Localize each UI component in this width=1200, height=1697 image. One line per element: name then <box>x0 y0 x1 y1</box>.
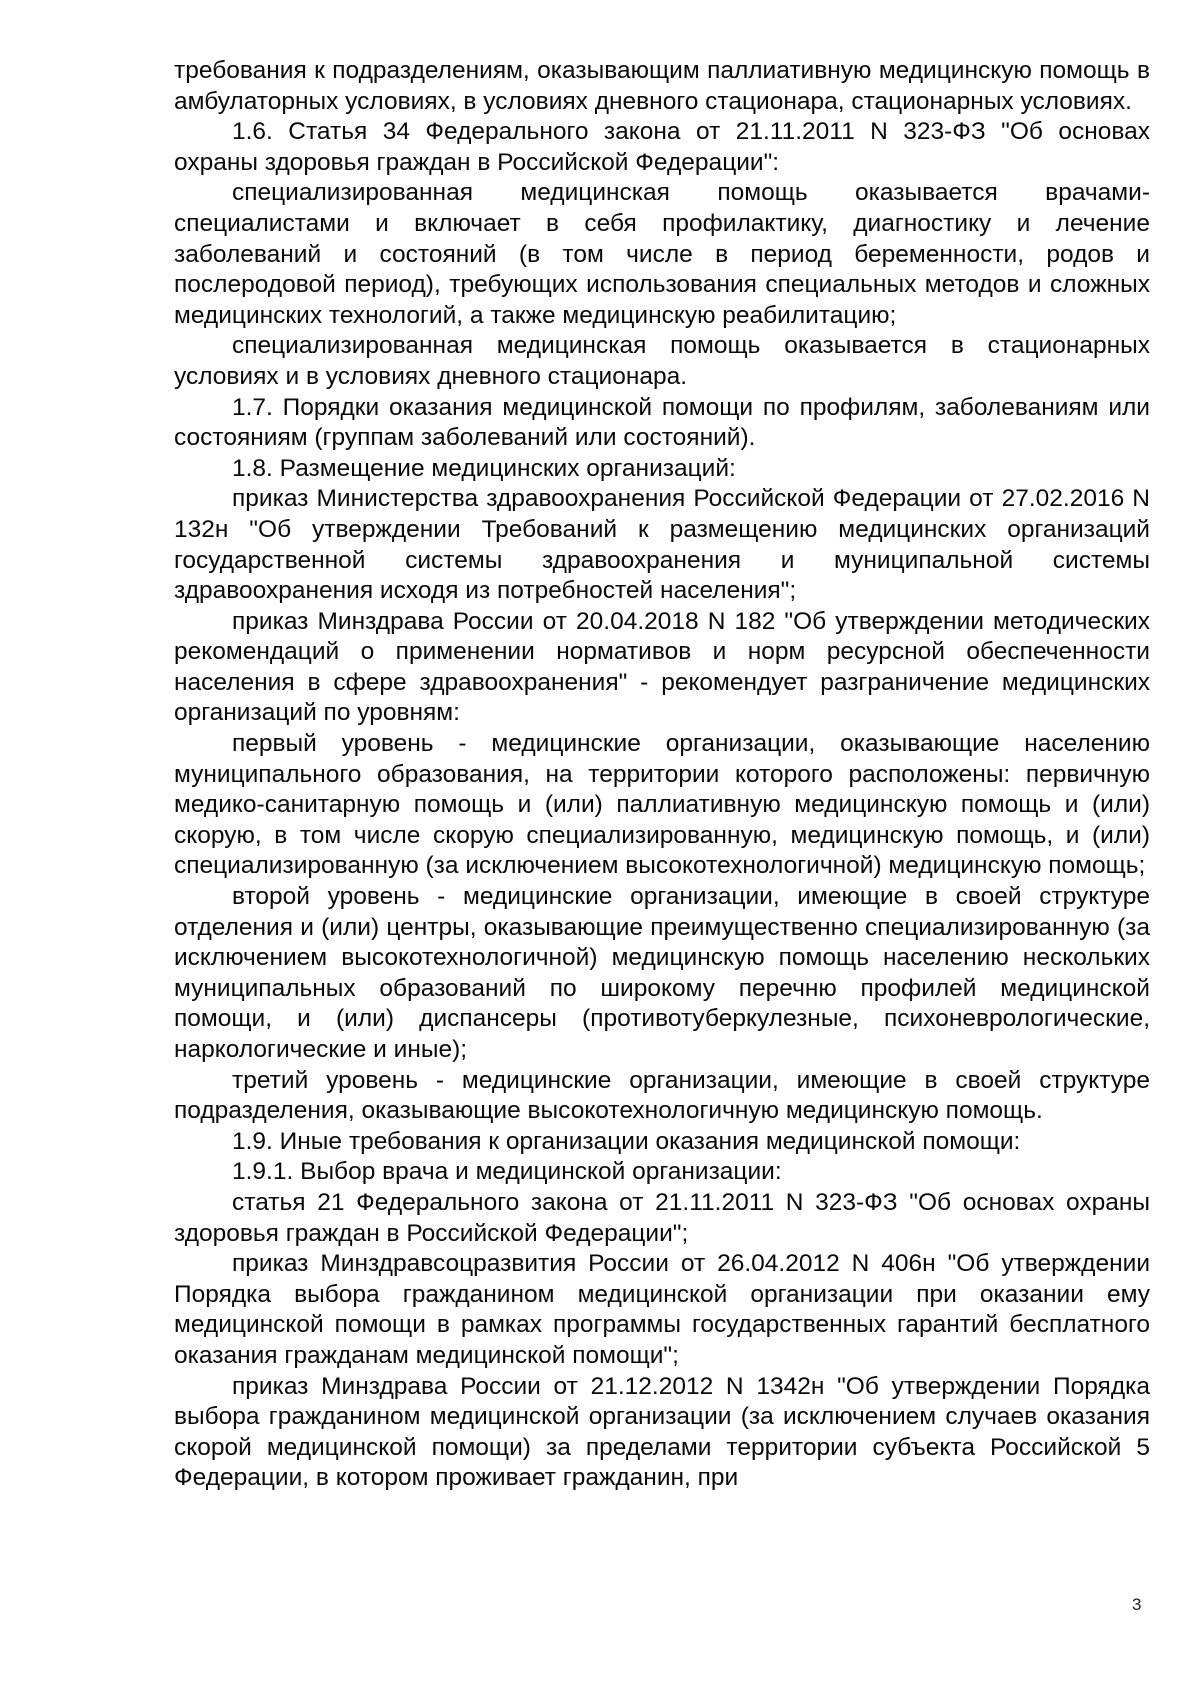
paragraph: 1.9.1. Выбор врача и медицинской организации: <box>232 1158 782 1186</box>
paragraph: 1.8. Размещение медицинских организаций: <box>232 454 736 482</box>
paragraph: 1.7. Порядки оказания медицинской помощи по профилям, заболеваниям или состояниям (группам заболеваний или состояний). <box>174 393 1150 452</box>
paragraph: 1.6. Статья 34 Федерального закона от 21.11.2011 N 323-ФЗ "Об основах охраны здоровья граждан в Российской Федерации": <box>174 118 1150 176</box>
paragraph: приказ Министерства здравоохранения Российской Федерации от 27.02.2016 N 132н "Об утверждении Требований к размещению медицинских организаций государственной системы здравоохранения и муниципальной системы здравоохранения исходя из потребностей населения"; <box>174 485 1150 605</box>
paragraph: приказ Минздрава России от 20.04.2018 N 182 "Об утверждении методических рекомендаций о применении нормативов и норм ресурсной обеспеченности населения в сфере здравоохранения" - рекомендует разграничение медицинских организаций по уровням: <box>174 607 1150 727</box>
paragraph: приказ Минздрава России от 21.12.2012 N 1342н "Об утверждении Порядка выбора гражданином медицинской организации (за исключением случаев оказания скорой медицинской помощи) за пределами территории субъекта Российской 5 Федерации, в котором проживает гражданин, при <box>174 1372 1150 1492</box>
paragraph: приказ Минздравсоцразвития России от 26.04.2012 N 406н "Об утверждении Порядка выбора гражданином медицинской организации при оказании ему медицинской помощи в рамках программы государственных гарантий бесплатного оказания гражданам медицинской помощи"; <box>174 1250 1150 1369</box>
paragraph: третий уровень - медицинские организации, имеющие в своей структуре подразделения, оказывающие высокотехнологичную медицинскую помощь. <box>174 1066 1150 1125</box>
paragraph: требования к подразделениям, оказывающим паллиативную медицинскую помощь в амбулаторных условиях, в условиях дневного стационара, стационарных условиях. <box>174 57 1150 115</box>
paragraph: специализированная медицинская помощь оказывается в стационарных условиях и в условиях дневного стационара. <box>174 332 1150 390</box>
paragraph: первый уровень - медицинские организации, оказывающие населению муниципального образования, на территории которого расположены: первичную медико-санитарную помощь и (или) паллиативную медицинскую помощь и (или) скорую, в том числе скорую специализированную, медицинскую помощь, и (или) специализированную (за исключением высокотехнологичной) медицинскую помощь; <box>174 730 1150 880</box>
paragraph: второй уровень - медицинские организации, имеющие в своей структуре отделения и (или) центры, оказывающие преимущественно специализированную (за исключением высокотехнологичной) медицинскую помощь населению нескольких муниципальных образований по широкому перечню профилей медицинской помощи, и (или) диспансеры (противотуберкулезные, психоневрологические, наркологические и иные); <box>174 883 1150 1063</box>
page-number: 3 <box>1132 1595 1142 1614</box>
paragraph: специализированная медицинская помощь оказывается врачами-специалистами и включает в себя профилактику, диагностику и лечение заболеваний и состояний (в том числе в период беременности, родов и послеродовой период), требующих использования специальных методов и сложных медицинских технологий, а также медицинскую реабилитацию; <box>174 179 1150 329</box>
document-body <box>174 56 1150 1494</box>
paragraph: статья 21 Федерального закона от 21.11.2011 N 323-ФЗ "Об основах охраны здоровья граждан в Российской Федерации"; <box>174 1188 1150 1247</box>
paragraph: 1.9. Иные требования к организации оказания медицинской помощи: <box>232 1127 1021 1155</box>
